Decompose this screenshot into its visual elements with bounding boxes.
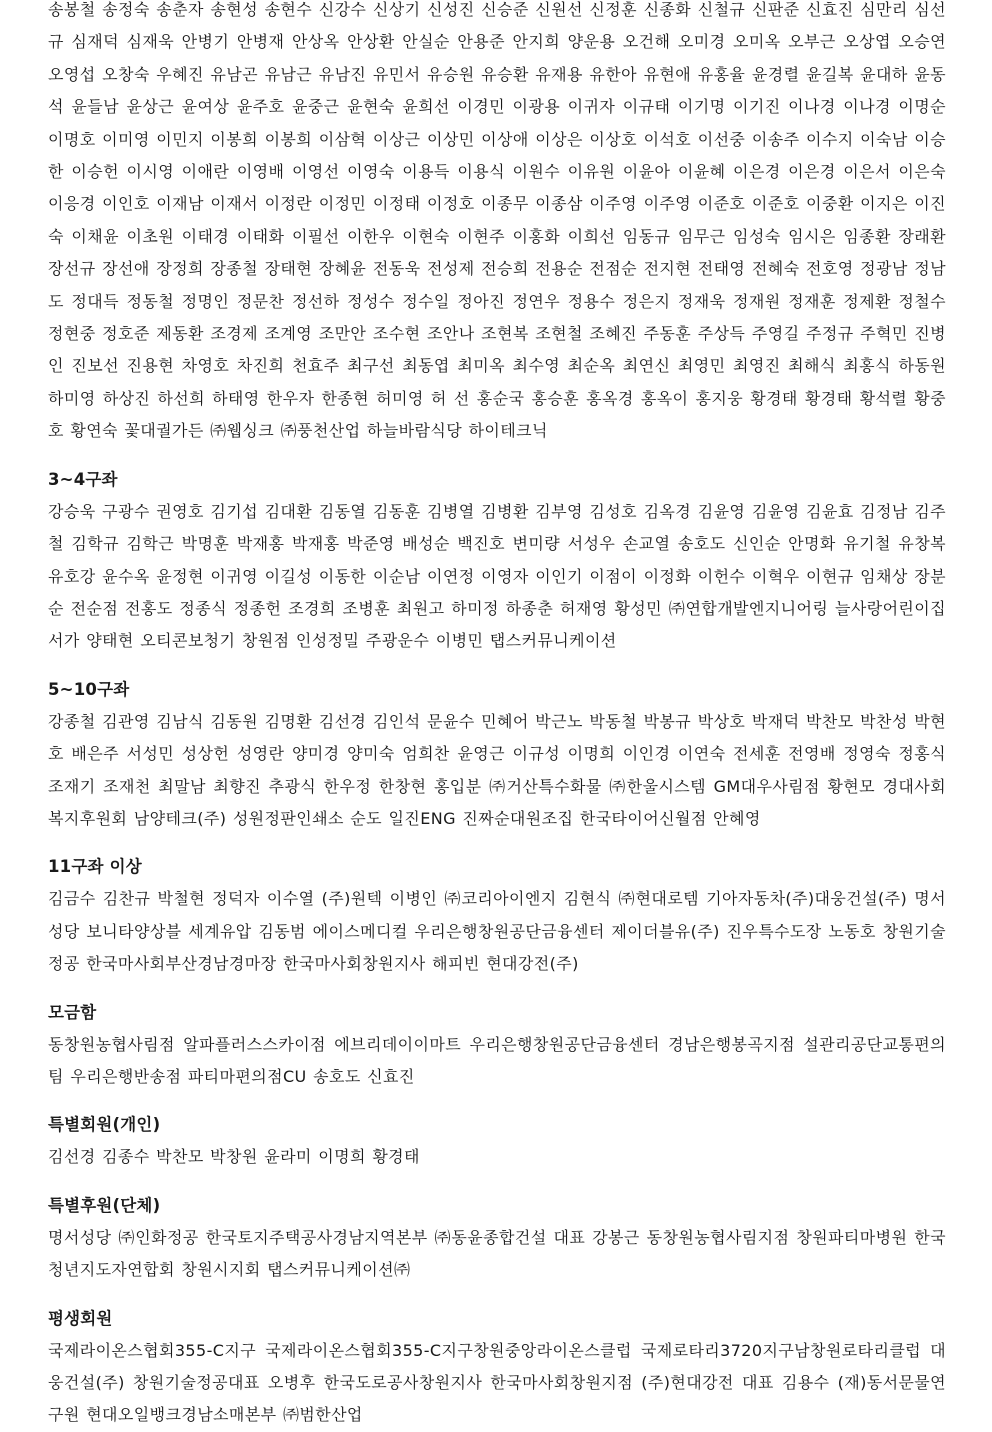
section-names: 김선경 김종수 박찬모 박창원 윤라미 이명희 황경태: [48, 1147, 420, 1167]
section-heading: 특별후원(단체): [48, 1195, 161, 1215]
section-names: 명서성당 ㈜인화정공 한국토지주택공사경남지역본부 ㈜동윤종합건설 대표 강봉근 동창원농협사림지점 창원파티마병원 한국청년지도자연합회 창원시지회 탭스커뮤니케이션㈜: [48, 1227, 946, 1280]
donor-list-page: [48, 0, 946, 1432]
section-special-members-individual: [48, 1113, 946, 1173]
section-names: 동창원농협사림점 알파플러스스카이점 에브리데이이마트 우리은행창원공단금융센터 경남은행봉곡지점 설관리공단교통편의팀 우리은행반송점 파티마편의점CU 송호도 신효진: [48, 1034, 946, 1086]
section-names: 강종철 김관영 김남식 김동원 김명환 김선경 김인석 문윤수 민혜어 박근노 박동철 박봉규 박상호 박재덕 박찬모 박찬성 박현호 배은주 서성민 성상헌 성영란 양미경 양미숙 엄희찬 윤영근 이규성 이명희 이인경 이연숙 전세훈 전영배 정영숙 정홍식 조재기 조재천 최말남 최향진 추광식 한우정 한창현 홍입분 ㈜거산특수화물 ㈜한울시스템 GM대우사림점 황현모 경대사회복지후원회 남양테크(주) 성원정판인쇄소 순도 일진ENG 진짜순대원조집 한국타이어신월점 안혜영: [48, 711, 946, 828]
section-heading: 11구좌 이상: [48, 857, 142, 877]
section-names: 국제라이온스협회355-C지구 국제라이온스협회355-C지구창원중앙라이온스클럽 국제로타리3720지구남창원로타리클럽 대웅건설(주) 창원기술정공대표 오병후 한국도로공사창원지사 한국마사회창원지점 (주)현대강전 대표 김용수 (재)동서문물연구원 현대오일뱅크경남소매본부 ㈜범한산업: [48, 1340, 946, 1425]
section-special-sponsors-group: [48, 1194, 946, 1287]
section-heading: 5~10구좌: [48, 679, 130, 699]
donor-names-continued: 송봉철 송정숙 송춘자 송현성 송현수 신강수 신상기 신성진 신승준 신원선 신정훈 신종화 신철규 신판준 신효진 심만리 심선규 심재덕 심재욱 안병기 안병재 안상옥 안상환 안실순 안용준 안지희 양운용 오건해 오미경 오미옥 오부근 오상엽 오승연 오영섭 오창숙 우혜진 유남곤 유남근 유남진 유민서 유승원 유승환 유재용 유한아 유현애 유홍율 윤경렬 윤길복 윤대하 윤동석 윤들남 윤상근 윤여상 윤주호 윤중근 윤현숙 윤희선 이경민 이광용 이귀자 이규태 이기명 이기진 이나경 이나경 이명순 이명호 이미영 이민지 이봉희 이봉희 이삼혁 이상근 이상민 이상애 이상은 이상호 이석호 이선중 이송주 이수지 이숙남 이승한 이승헌 이시영 이애란 이영배 이영선 이영숙 이용득 이용식 이원수 이유원 이윤아 이윤혜 이은경 이은경 이은서 이은숙 이응경 이인호 이재남 이재서 이정란 이정민 이정태 이정호 이종무 이종삼 이주영 이주영 이준호 이준호 이중환 이지은 이진숙 이채윤 이초원 이태경 이태화 이필선 이한우 이현숙 이현주 이홍화 이희선 임동규 임무근 임성숙 임시은 임종환 장래환 장선규 장선애 장정희 장종철 장태현 장혜윤 전동욱 전성제 전승희 전용순 전점순 전지현 전태영 전혜숙 전호영 정광남 정남도 정대득 정동철 정명인 정문찬 정선하 정성수 정수일 정아진 정연우 정용수 정은지 정재욱 정재원 정재훈 정제환 정철수 정현중 정호준 제동환 조경제 조계영 조만안 조수현 조안나 조현복 조현철 조혜진 주동훈 주상득 주영길 주정규 주혁민 진병인 진보선 진용현 차영호 차진희 천효주 최구선 최동엽 최미옥 최수영 최순옥 최연신 최영민 최영진 최해식 최홍식 하동원 하미영 하상진 하선희 하태영 한우자 한종현 허미영 허 선 홍순국 홍승훈 홍옥경 홍옥이 홍지웅 황경태 황경태 황석렬 황중호 황연숙 꽃대궐가든 ㈜웹싱크 ㈜풍천산업 하늘바람식당 하이테크닉: [48, 0, 946, 441]
section-donation-box: [48, 1001, 946, 1094]
section-3-4-units: [48, 468, 946, 658]
section-heading: 평생회원: [48, 1308, 113, 1328]
section-heading: 특별회원(개인): [48, 1115, 161, 1135]
section-lifetime-members: [48, 1307, 946, 1432]
section-heading: 모금함: [48, 1002, 97, 1022]
section-heading: 3~4구좌: [48, 469, 118, 489]
section-names: 김금수 김찬규 박철현 정덕자 이수열 (주)원텍 이병인 ㈜코리아이엔지 김현식 ㈜현대로템 기아자동차(주)대웅건설(주) 명서성당 보니타양상블 세계유압 김동범 에이스메디컬 우리은행창원공단금융센터 제이더블유(주) 진우특수도장 노동호 창원기술정공 한국마사회부산경남경마장 한국마사회창원지사 해피빈 현대강전(주): [48, 889, 946, 974]
section-names: 강승욱 구광수 권영호 김기섭 김대환 김동열 김동훈 김병열 김병환 김부영 김성호 김옥경 김윤영 김윤영 김윤효 김정남 김주철 김학규 김학근 박명훈 박재홍 박재홍 박준영 배성순 백진호 변미량 서성우 손교열 송호도 신인순 안명화 유기철 유창복 유호강 윤수옥 윤정현 이귀영 이길성 이동한 이순남 이연정 이영자 이인기 이점이 이정화 이헌수 이혁우 이현규 임채상 장분순 전순점 전홍도 정종식 정종헌 조경희 조병훈 최원고 하미정 하종춘 허재영 황성민 ㈜연합개발엔지니어링 늘사랑어린이집 서가 양태현 오티콘보청기 창원점 인성정밀 주광운수 이병민 탭스커뮤니케이션: [48, 501, 946, 651]
section-11-plus-units: [48, 855, 946, 980]
section-5-10-units: [48, 678, 946, 836]
